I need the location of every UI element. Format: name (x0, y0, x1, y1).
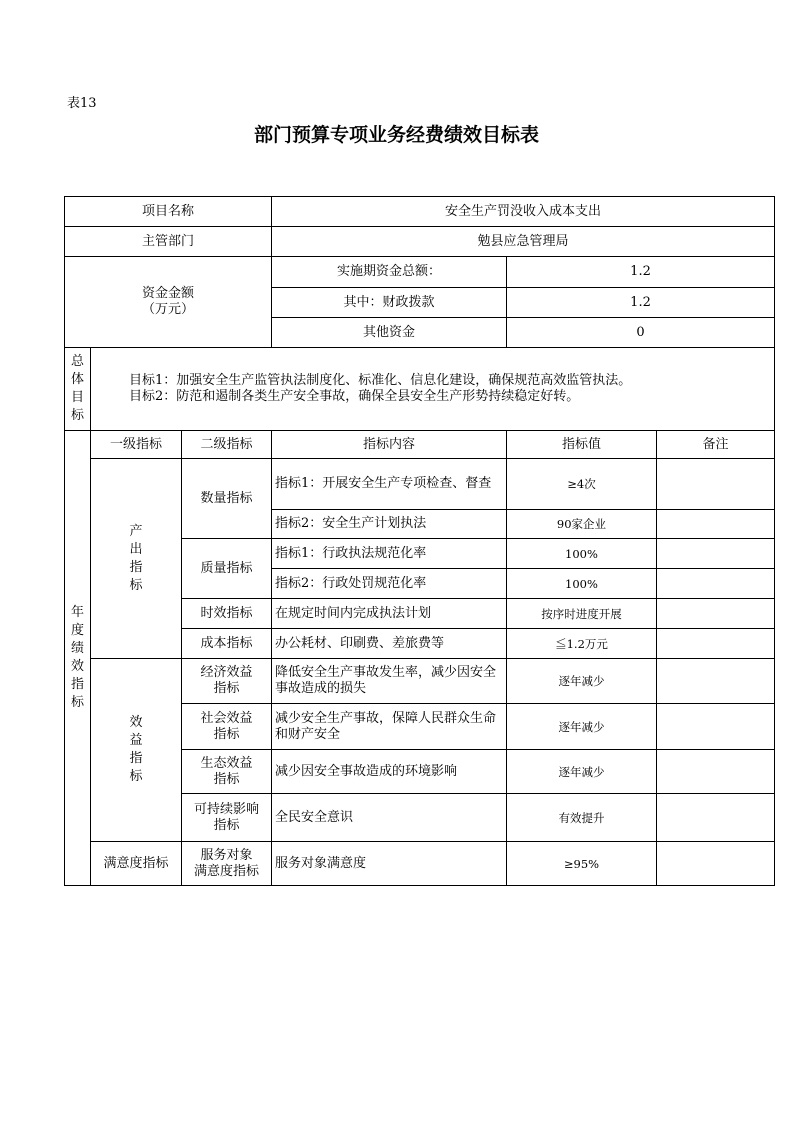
satisfaction-value: ≥95% (507, 842, 657, 886)
social-content: 减少安全生产事故，保障人民群众生命和财产安全 (272, 704, 507, 750)
project-row (65, 197, 775, 227)
social-value: 逐年减少 (507, 704, 657, 750)
funds-fiscal-label: 其中：财政拨款 (272, 288, 507, 318)
header-level2: 二级指标 (182, 431, 272, 459)
quantity-2-value: 90家企业 (507, 510, 657, 539)
ecological-content: 减少因安全事故造成的环境影响 (272, 750, 507, 794)
satisfaction-content: 服务对象满意度 (272, 842, 507, 886)
funds-total-value: 1.2 (507, 257, 775, 288)
quality-2-content: 指标2：行政处罚规范化率 (272, 569, 507, 599)
quantity-1-remark (657, 459, 775, 510)
ecological-remark (657, 750, 775, 794)
funds-total-label: 实施期资金总额： (272, 257, 507, 288)
sustainable-remark (657, 794, 775, 842)
quality-1-value: 100% (507, 539, 657, 569)
quantity-1-value: ≥4次 (507, 459, 657, 510)
timeliness-remark (657, 599, 775, 629)
project-label: 项目名称 (65, 197, 272, 227)
header-row (65, 431, 775, 459)
quality-1-remark (657, 539, 775, 569)
output-indicators-label: 产 出 指 标 (91, 459, 182, 659)
overall-goals-row (65, 348, 775, 431)
satisfaction-label: 满意度指标 (91, 842, 182, 886)
goal-1: 目标1：加强安全生产监管执法制度化、标准化、信息化建设，确保规范高效监管执法。 (129, 373, 632, 388)
quality-1-content: 指标1：行政执法规范化率 (272, 539, 507, 569)
annual-indicators-label: 年 度 绩 效 指 标 (65, 431, 91, 886)
funds-label-line1: 资金金额 (141, 286, 194, 301)
quality-label: 质量指标 (182, 539, 272, 599)
goal-2: 目标2：防范和遏制各类生产安全事故，确保全县安全生产形势持续稳定好转。 (129, 389, 580, 404)
ecological-label: 生态效益 指标 (182, 750, 272, 794)
cost-remark (657, 629, 775, 659)
performance-table (64, 196, 775, 886)
timeliness-value: 按序时进度开展 (507, 599, 657, 629)
funds-other-label: 其他资金 (272, 318, 507, 348)
quantity-2-content: 指标2：安全生产计划执法 (272, 510, 507, 539)
table-row (65, 659, 775, 704)
funds-fiscal-value: 1.2 (507, 288, 775, 318)
quantity-label: 数量指标 (182, 459, 272, 539)
department-label: 主管部门 (65, 227, 272, 257)
overall-goals-label: 总 体 目 标 (65, 348, 91, 431)
economic-content: 降低安全生产事故发生率，减少因安全事故造成的损失 (272, 659, 507, 704)
page-title: 部门预算专项业务经费绩效目标表 (253, 124, 539, 146)
funds-other-value: 0 (507, 318, 775, 348)
cost-label: 成本指标 (182, 629, 272, 659)
sustainable-label: 可持续影响 指标 (182, 794, 272, 842)
table-number: 表13 (67, 96, 97, 111)
department-row (65, 227, 775, 257)
header-remark: 备注 (657, 431, 775, 459)
satisfaction-remark (657, 842, 775, 886)
economic-label: 经济效益 指标 (182, 659, 272, 704)
cost-value: ≦1.2万元 (507, 629, 657, 659)
funds-label-line2: （万元） (141, 302, 194, 317)
header-content: 指标内容 (272, 431, 507, 459)
overall-goals-text (91, 348, 775, 431)
project-value: 安全生产罚没收入成本支出 (272, 197, 775, 227)
quality-2-value: 100% (507, 569, 657, 599)
department-value: 勉县应急管理局 (272, 227, 775, 257)
header-level1: 一级指标 (91, 431, 182, 459)
cost-content: 办公耗材、印刷费、差旅费等 (272, 629, 507, 659)
sustainable-content: 全民安全意识 (272, 794, 507, 842)
quantity-2-remark (657, 510, 775, 539)
table-row (65, 459, 775, 510)
timeliness-content: 在规定时间内完成执法计划 (272, 599, 507, 629)
quantity-1-content: 指标1：开展安全生产专项检查、督查 (272, 459, 507, 510)
header-value: 指标值 (507, 431, 657, 459)
funds-label (65, 257, 272, 348)
sustainable-value: 有效提升 (507, 794, 657, 842)
social-remark (657, 704, 775, 750)
quality-2-remark (657, 569, 775, 599)
satisfaction-sub-label: 服务对象 满意度指标 (182, 842, 272, 886)
economic-remark (657, 659, 775, 704)
funds-row (65, 257, 775, 288)
benefit-indicators-label: 效 益 指 标 (91, 659, 182, 842)
table-row (65, 842, 775, 886)
economic-value: 逐年减少 (507, 659, 657, 704)
social-label: 社会效益 指标 (182, 704, 272, 750)
timeliness-label: 时效指标 (182, 599, 272, 629)
ecological-value: 逐年减少 (507, 750, 657, 794)
